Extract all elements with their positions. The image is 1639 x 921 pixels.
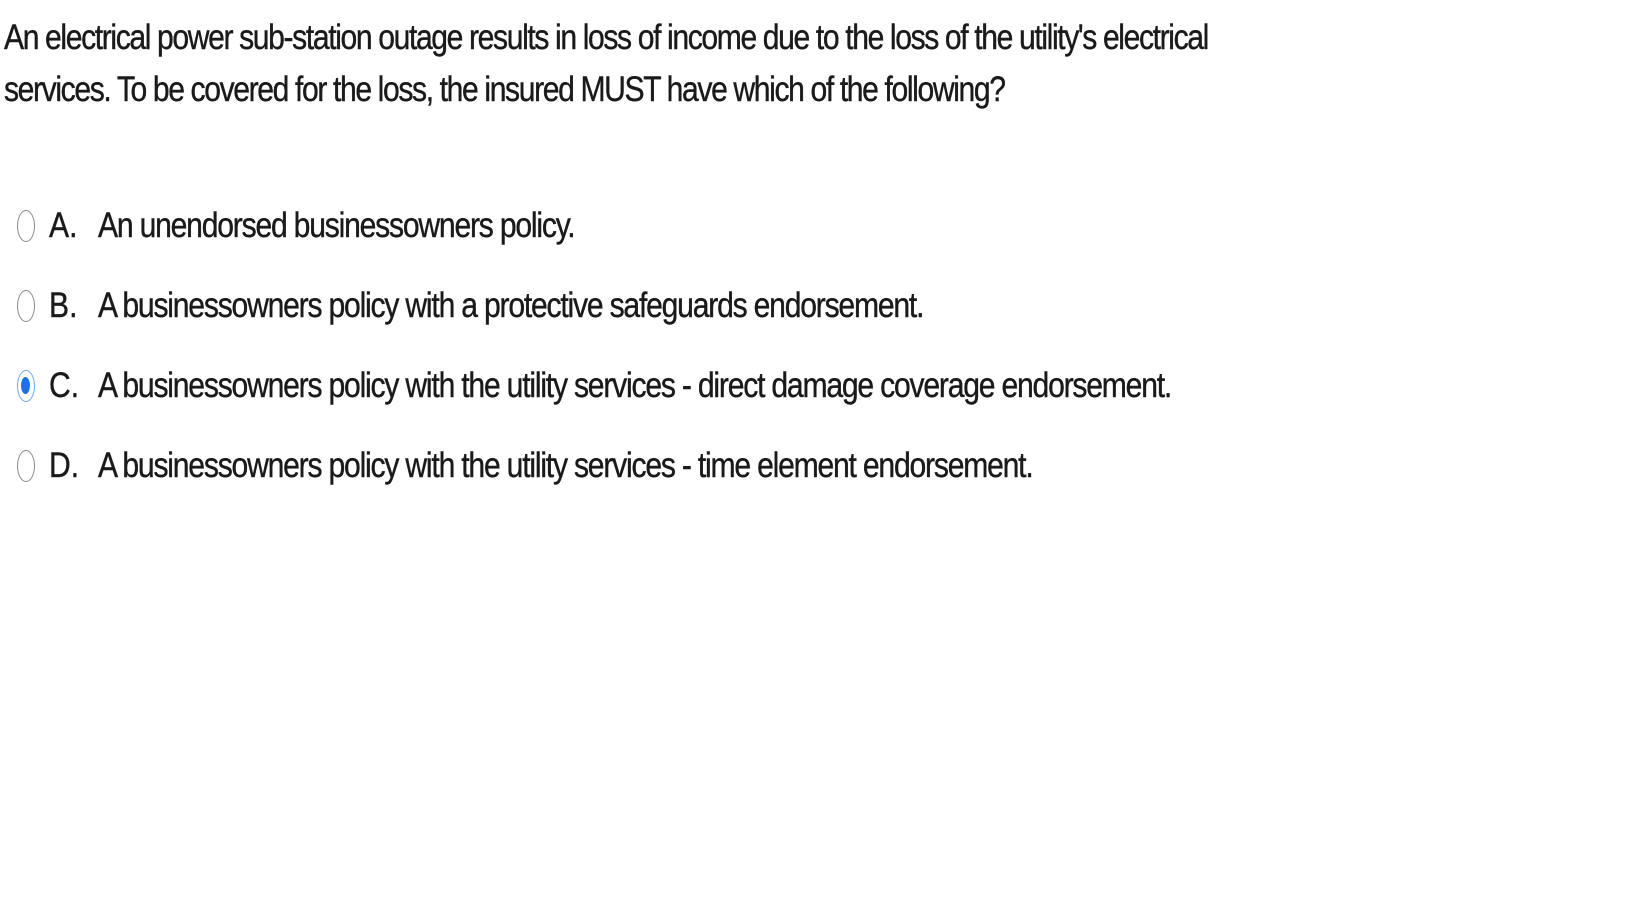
option-d[interactable] — [0, 438, 1300, 498]
option-label-c[interactable]: A businessowners policy with the utility services - direct damage coverage endorsement. — [98, 366, 1172, 405]
radio-button-b[interactable] — [17, 290, 35, 322]
option-letter-d: D. — [49, 446, 80, 485]
radio-button-c[interactable] — [17, 370, 35, 402]
option-b[interactable] — [0, 278, 1300, 338]
option-label-b[interactable]: A businessowners policy with a protective safeguards endorsement. — [98, 286, 924, 325]
radio-button-a[interactable] — [17, 210, 35, 242]
option-letter-c: C. — [49, 366, 80, 405]
option-c[interactable] — [0, 358, 1300, 418]
option-label-a[interactable]: An unendorsed businessowners policy. — [98, 206, 575, 245]
option-a[interactable] — [0, 198, 1300, 258]
question-text: An electrical power sub-station outage results in loss of income due to the loss of the utility's electrical services. To be covered for the loss, the insured MUST have which of the following? — [4, 18, 1208, 109]
option-label-d[interactable]: A businessowners policy with the utility services - time element endorsement. — [98, 446, 1033, 485]
option-letter-b: B. — [49, 286, 78, 325]
option-letter-a: A. — [49, 206, 78, 245]
radio-dot-icon — [21, 377, 30, 394]
radio-button-d[interactable] — [17, 450, 35, 482]
